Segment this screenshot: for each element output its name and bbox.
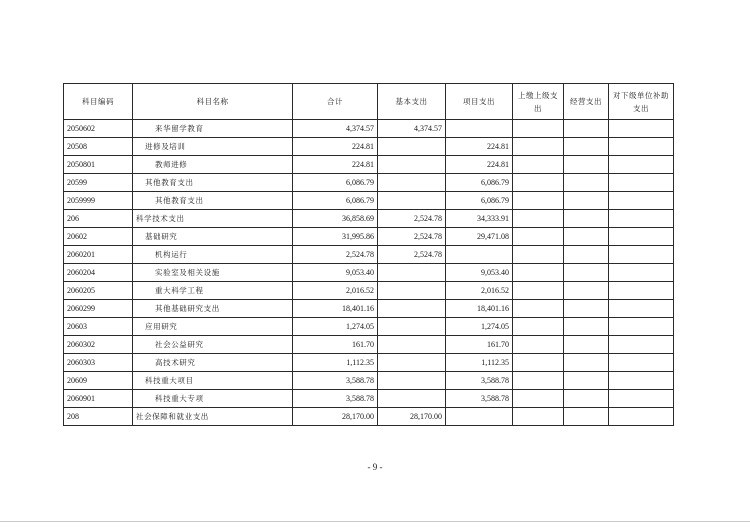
- cell-name: 科技重大专项: [133, 390, 293, 408]
- cell-business: [564, 264, 609, 282]
- cell-upper: [513, 138, 564, 156]
- cell-project: 6,086.79: [446, 192, 513, 210]
- cell-business: [564, 354, 609, 372]
- cell-total: 1,274.05: [293, 318, 378, 336]
- cell-total: 224.81: [293, 156, 378, 174]
- cell-business: [564, 282, 609, 300]
- cell-project: [446, 120, 513, 138]
- cell-code: 20602: [64, 228, 133, 246]
- table-row: [64, 174, 674, 192]
- cell-total: 2,524.78: [293, 246, 378, 264]
- cell-name: 高技术研究: [133, 354, 293, 372]
- table-row: [64, 408, 674, 426]
- cell-code: 20609: [64, 372, 133, 390]
- cell-upper: [513, 390, 564, 408]
- cell-name: 社会公益研究: [133, 336, 293, 354]
- cell-name: 其他教育支出: [133, 174, 293, 192]
- cell-name: 应用研究: [133, 318, 293, 336]
- cell-basic: [378, 336, 446, 354]
- cell-business: [564, 156, 609, 174]
- cell-total: 2,016.52: [293, 282, 378, 300]
- cell-total: 4,374.57: [293, 120, 378, 138]
- cell-business: [564, 120, 609, 138]
- cell-code: 2060302: [64, 336, 133, 354]
- cell-code: 2060299: [64, 300, 133, 318]
- cell-name: 科技重大项目: [133, 372, 293, 390]
- table-row: [64, 354, 674, 372]
- cell-code: 2060901: [64, 390, 133, 408]
- cell-code: 20508: [64, 138, 133, 156]
- cell-project: 9,053.40: [446, 264, 513, 282]
- cell-upper: [513, 372, 564, 390]
- table-row: [64, 192, 674, 210]
- bottom-divider: [0, 521, 750, 522]
- cell-business: [564, 138, 609, 156]
- cell-project: 161.70: [446, 336, 513, 354]
- cell-code: 2060204: [64, 264, 133, 282]
- cell-basic: 2,524.78: [378, 228, 446, 246]
- table-row: [64, 372, 674, 390]
- cell-name: 来华留学教育: [133, 120, 293, 138]
- cell-upper: [513, 156, 564, 174]
- cell-project: 6,086.79: [446, 174, 513, 192]
- cell-project: 224.81: [446, 156, 513, 174]
- header-total: 合计: [293, 84, 378, 120]
- cell-total: 36,858.69: [293, 210, 378, 228]
- budget-expenditure-table: [63, 83, 674, 426]
- cell-business: [564, 210, 609, 228]
- cell-total: 28,170.00: [293, 408, 378, 426]
- cell-upper: [513, 174, 564, 192]
- table-row: [64, 264, 674, 282]
- cell-project: 3,588.78: [446, 390, 513, 408]
- table-row: [64, 156, 674, 174]
- cell-upper: [513, 318, 564, 336]
- cell-code: 2060201: [64, 246, 133, 264]
- table-row: [64, 336, 674, 354]
- cell-business: [564, 300, 609, 318]
- cell-subsidy: [609, 138, 674, 156]
- cell-upper: [513, 300, 564, 318]
- table-row: [64, 390, 674, 408]
- cell-basic: 4,374.57: [378, 120, 446, 138]
- cell-name: 重大科学工程: [133, 282, 293, 300]
- cell-business: [564, 318, 609, 336]
- cell-subsidy: [609, 246, 674, 264]
- table-row: [64, 228, 674, 246]
- cell-code: 20599: [64, 174, 133, 192]
- cell-business: [564, 390, 609, 408]
- cell-subsidy: [609, 390, 674, 408]
- cell-business: [564, 174, 609, 192]
- header-project: 项目支出: [446, 84, 513, 120]
- cell-project: 18,401.16: [446, 300, 513, 318]
- cell-subsidy: [609, 174, 674, 192]
- cell-business: [564, 246, 609, 264]
- cell-basic: [378, 372, 446, 390]
- cell-upper: [513, 354, 564, 372]
- cell-project: 224.81: [446, 138, 513, 156]
- cell-basic: [378, 354, 446, 372]
- cell-total: 31,995.86: [293, 228, 378, 246]
- cell-basic: [378, 390, 446, 408]
- cell-basic: [378, 264, 446, 282]
- cell-basic: [378, 174, 446, 192]
- cell-total: 18,401.16: [293, 300, 378, 318]
- cell-business: [564, 192, 609, 210]
- cell-subsidy: [609, 264, 674, 282]
- header-name: 科目名称: [133, 84, 293, 120]
- cell-project: 1,274.05: [446, 318, 513, 336]
- cell-name: 进修及培训: [133, 138, 293, 156]
- header-subsidy: 对下级单位补助支出: [609, 84, 674, 120]
- cell-subsidy: [609, 282, 674, 300]
- cell-business: [564, 408, 609, 426]
- table-row: [64, 282, 674, 300]
- header-code: 科目编码: [64, 84, 133, 120]
- cell-basic: [378, 318, 446, 336]
- table-row: [64, 210, 674, 228]
- cell-project: 34,333.91: [446, 210, 513, 228]
- cell-upper: [513, 210, 564, 228]
- cell-code: 208: [64, 408, 133, 426]
- cell-total: 9,053.40: [293, 264, 378, 282]
- cell-code: 2059999: [64, 192, 133, 210]
- cell-name: 其他基础研究支出: [133, 300, 293, 318]
- cell-subsidy: [609, 300, 674, 318]
- cell-name: 其他教育支出: [133, 192, 293, 210]
- cell-subsidy: [609, 228, 674, 246]
- table-row: [64, 300, 674, 318]
- cell-project: 29,471.08: [446, 228, 513, 246]
- cell-subsidy: [609, 210, 674, 228]
- cell-name: 科学技术支出: [133, 210, 293, 228]
- header-business: 经营支出: [564, 84, 609, 120]
- cell-subsidy: [609, 318, 674, 336]
- cell-basic: [378, 156, 446, 174]
- cell-code: 2060303: [64, 354, 133, 372]
- table-row: [64, 246, 674, 264]
- cell-basic: 2,524.78: [378, 210, 446, 228]
- cell-total: 1,112.35: [293, 354, 378, 372]
- cell-business: [564, 228, 609, 246]
- cell-name: 基础研究: [133, 228, 293, 246]
- cell-code: 206: [64, 210, 133, 228]
- cell-total: 161.70: [293, 336, 378, 354]
- cell-basic: 28,170.00: [378, 408, 446, 426]
- cell-upper: [513, 120, 564, 138]
- cell-name: 教师进修: [133, 156, 293, 174]
- cell-total: 6,086.79: [293, 174, 378, 192]
- cell-total: 224.81: [293, 138, 378, 156]
- cell-basic: [378, 192, 446, 210]
- cell-subsidy: [609, 372, 674, 390]
- cell-total: 3,588.78: [293, 390, 378, 408]
- cell-project: 1,112.35: [446, 354, 513, 372]
- table-header-row: [64, 84, 674, 120]
- cell-code: 2060205: [64, 282, 133, 300]
- cell-basic: [378, 282, 446, 300]
- cell-project: [446, 408, 513, 426]
- cell-total: 6,086.79: [293, 192, 378, 210]
- cell-code: 2050801: [64, 156, 133, 174]
- cell-subsidy: [609, 336, 674, 354]
- cell-upper: [513, 264, 564, 282]
- cell-upper: [513, 192, 564, 210]
- cell-subsidy: [609, 120, 674, 138]
- cell-upper: [513, 408, 564, 426]
- cell-upper: [513, 246, 564, 264]
- cell-upper: [513, 282, 564, 300]
- cell-code: 20603: [64, 318, 133, 336]
- table-body: [64, 120, 674, 426]
- page-number: - 9 -: [367, 462, 383, 472]
- cell-basic: 2,524.78: [378, 246, 446, 264]
- cell-project: 2,016.52: [446, 282, 513, 300]
- cell-code: 2050602: [64, 120, 133, 138]
- cell-name: 社会保障和就业支出: [133, 408, 293, 426]
- cell-business: [564, 336, 609, 354]
- cell-name: 实验室及相关设施: [133, 264, 293, 282]
- cell-basic: [378, 300, 446, 318]
- cell-total: 3,588.78: [293, 372, 378, 390]
- table-row: [64, 120, 674, 138]
- table-row: [64, 318, 674, 336]
- cell-subsidy: [609, 192, 674, 210]
- cell-subsidy: [609, 156, 674, 174]
- cell-project: [446, 246, 513, 264]
- cell-name: 机构运行: [133, 246, 293, 264]
- cell-subsidy: [609, 354, 674, 372]
- cell-business: [564, 372, 609, 390]
- cell-project: 3,588.78: [446, 372, 513, 390]
- cell-subsidy: [609, 408, 674, 426]
- cell-basic: [378, 138, 446, 156]
- header-upper: 上缴上级支出: [513, 84, 564, 120]
- header-basic: 基本支出: [378, 84, 446, 120]
- table-row: [64, 138, 674, 156]
- cell-upper: [513, 336, 564, 354]
- cell-upper: [513, 228, 564, 246]
